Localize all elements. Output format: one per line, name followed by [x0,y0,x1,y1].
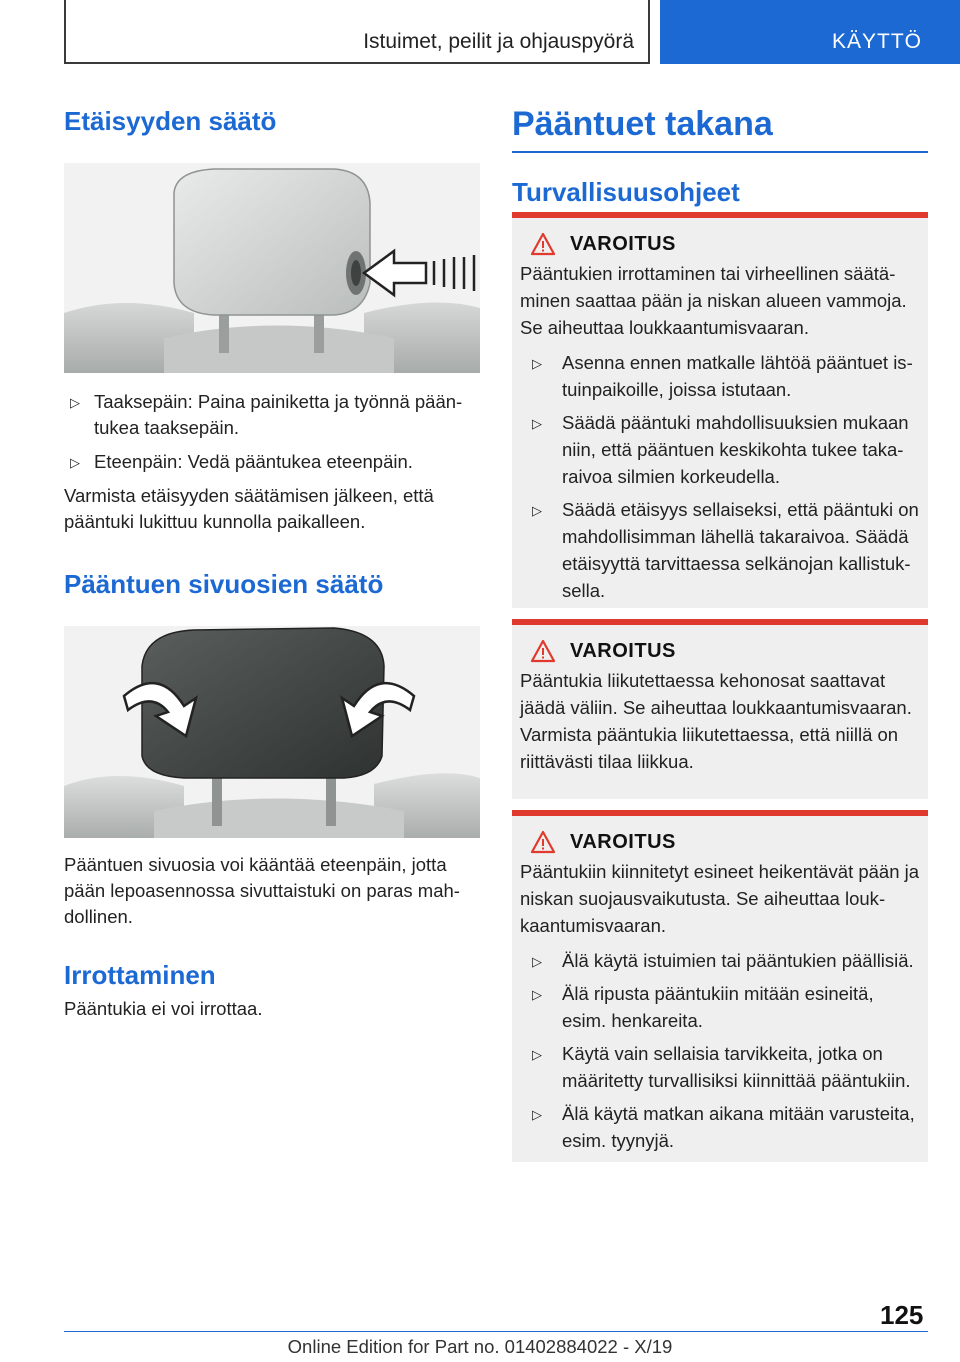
list-item-text: Säädä pääntuki mahdollisuuksien mukaan niin, että pääntuen keskikohta tukee takaraivoa silmien korkeudella. [562,412,909,487]
triangle-right-icon: ▷ [532,356,542,371]
rear-headrests-title: Pääntuet takana [512,105,773,143]
triangle-right-icon: ▷ [532,1107,542,1122]
warning-title-row [520,639,920,663]
header-chapter-tab [660,0,960,64]
distance-heading: Etäisyyden säätö [64,106,277,136]
warning-text: Pääntukia liikutettaessa kehonosat saattavat jäädä väliin. Se aiheuttaa loukkaantumisvaaran. Varmista pääntukia liikutettaessa, että niillä on riittävästi tilaa liikkua. [520,670,912,772]
list-item [520,947,920,974]
distance-list [64,389,480,475]
list-item [64,389,480,441]
list-item [520,1040,920,1094]
page-number: 125 [880,1300,924,1330]
header-chapter-title: KÄYTTÖ [832,30,923,53]
headrest-distance-illustration [64,163,480,373]
list-item [520,1100,920,1154]
warning-list [520,947,920,1154]
header-section-title: Istuimet, peilit ja ohjauspyörä [363,30,634,53]
headrest-distance-figure [64,163,480,373]
warning-triangle-icon [530,639,556,663]
triangle-right-icon: ▷ [532,1047,542,1062]
list-item [520,349,920,403]
header-section-box [64,0,650,64]
side-adjust-heading: Pääntuen sivuosien säätö [64,569,384,600]
removal-text: Pääntukia ei voi irrottaa. [64,997,263,1019]
list-item-text: Älä käytä istuimien tai pääntukien päällisiä. [562,950,914,971]
distance-note: Varmista etäisyyden säätämisen jälkeen, että pääntuki lukittuu kunnolla paikalleen. [64,485,434,533]
warning-triangle-icon [530,830,556,854]
triangle-right-icon: ▷ [70,455,80,471]
warning-title: VAROITUS [570,639,676,662]
warning-box-1 [512,212,928,608]
warning-title-row [520,232,920,256]
left-column [64,100,480,1022]
list-item-text: Älä ripusta pääntukiin mitään esineitä, esim. henkareita. [562,983,874,1031]
triangle-right-icon: ▷ [532,954,542,969]
right-column [512,100,928,208]
warning-title-row [520,830,920,854]
warning-list [520,349,920,604]
footer-rule [64,1331,928,1332]
triangle-right-icon: ▷ [532,503,542,518]
warning-box-3 [512,810,928,1162]
warning-box-2 [512,619,928,799]
warning-title: VAROITUS [570,232,676,255]
list-item-text: Käytä vain sellaisia tarvikkeita, jotka on määritetty turvallisiksi kiinnittää pääntukiin. [562,1043,911,1091]
warning-title: VAROITUS [570,830,676,853]
list-item [520,409,920,490]
title-rule [512,151,928,153]
side-adjust-text: Pääntuen sivuosia voi kääntää eteenpäin, jotta pään lepoasennossa sivuttaistuki on paras mahdollinen. [64,854,460,928]
headrest-side-illustration [64,626,480,838]
warning-text: Pääntukien irrottaminen tai virheellinen säätäminen saattaa pään ja niskan alueen vammoja. Se aiheuttaa loukkaantumisvaaran. [520,263,907,338]
warning-triangle-icon [530,232,556,256]
triangle-right-icon: ▷ [532,416,542,431]
triangle-right-icon: ▷ [532,987,542,1002]
list-item-text: Eteenpäin: Vedä pääntukea eteenpäin. [94,451,413,473]
list-item-text: Asenna ennen matkalle lähtöä pääntuet istuinpaikoille, joissa istutaan. [562,352,913,400]
warning-text: Pääntukiin kiinnitetyt esineet heikentävät pään ja niskan suojausvaikutusta. Se aiheuttaa loukkaantumisvaaran. [520,861,920,936]
list-item [520,496,920,604]
triangle-right-icon: ▷ [70,395,80,411]
safety-heading: Turvallisuusohjeet [512,176,740,207]
removal-heading: Irrottaminen [64,960,216,991]
list-item-text: Säädä etäisyys sellaiseksi, että pääntuki on mahdollisimman lähellä takaraivoa. Säädä etäisyyttä tarvittaessa selkänojan kallistuksella. [562,499,919,601]
list-item [64,449,480,475]
headrest-side-figure [64,626,480,838]
list-item-text: Älä käytä matkan aikana mitään varusteita, esim. tyynyjä. [562,1103,915,1151]
footer-edition: Online Edition for Part no. 01402884022 - X/19 [287,1336,673,1357]
list-item-text: Taaksepäin: Paina painiketta ja työnnä pääntukea taaksepäin. [94,391,463,439]
list-item [520,980,920,1034]
